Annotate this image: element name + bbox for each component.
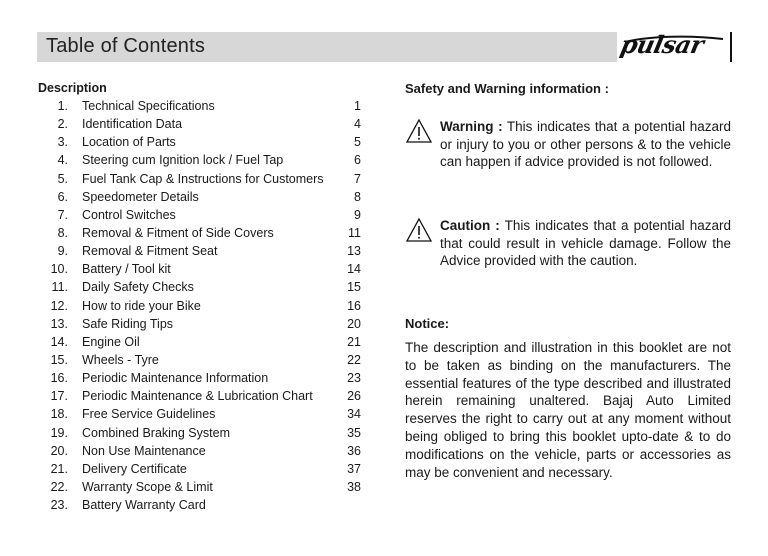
toc-row — [37, 297, 367, 315]
toc-item-number: 6. — [57, 189, 68, 204]
warning-body: This indicates that a potential hazard or injury to you or other persons & to the vehicle can happen if advice provided is not followed. — [440, 119, 731, 169]
notice-text: The description and illustration in this booklet are not to be taken as binding on the manufacturers. The essential features of the type described and illustrated herein remaining unaltered. Bajaj Auto Limited reserves the right to carry out at any moment without being obliged to bring this booklet upto-date & to do modifications on the vehicle, parts or accessories as may be convenient and necessary. — [405, 340, 731, 480]
toc-row — [37, 442, 367, 460]
toc-item-number: 10. — [50, 262, 68, 277]
toc-row — [37, 387, 367, 405]
notice-title: Notice: — [405, 316, 450, 331]
toc-item-title: Control Switches — [82, 207, 176, 222]
caution-label: Caution : — [440, 218, 500, 233]
info-column — [405, 80, 732, 480]
brand-divider — [730, 32, 732, 62]
toc-row — [37, 188, 367, 206]
toc-item-title: Location of Parts — [82, 135, 176, 150]
toc-item-title: Engine Oil — [82, 334, 140, 349]
toc-item-number: 3. — [57, 135, 68, 150]
warning-label: Warning : — [440, 119, 503, 134]
toc-item-number: 12. — [50, 298, 68, 313]
toc-item-page: 37 — [347, 461, 361, 476]
toc-item-number: 23. — [50, 498, 68, 513]
toc-item-page: 35 — [347, 425, 361, 440]
toc-row — [37, 424, 367, 442]
toc-item-number: 7. — [57, 207, 68, 222]
toc-item-title: Periodic Maintenance & Lubrication Chart — [82, 389, 313, 404]
toc-item-number: 17. — [50, 389, 68, 404]
toc-item-page: 5 — [354, 135, 361, 150]
toc-item-page: 23 — [347, 371, 361, 386]
toc-heading: Description — [38, 81, 107, 95]
toc-row — [37, 224, 367, 242]
toc-row — [37, 478, 367, 496]
toc-row — [37, 351, 367, 369]
toc-item-page: 20 — [347, 316, 361, 331]
toc-item-page: 22 — [347, 352, 361, 367]
toc-item-title: Removal & Fitment Seat — [82, 244, 218, 259]
toc-item-title: How to ride your Bike — [82, 298, 201, 313]
toc-item-number: 15. — [50, 352, 68, 367]
toc-item-title: Battery Warranty Card — [82, 498, 206, 513]
toc-item-title: Warranty Scope & Limit — [82, 479, 213, 494]
toc-row — [37, 206, 367, 224]
toc-row — [37, 315, 367, 333]
toc-item-title: Removal & Fitment of Side Covers — [82, 225, 274, 240]
caution-body: This indicates that a potential hazard that could result in vehicle damage. Follow the Advice provided with the caution. — [440, 218, 731, 268]
toc-item-page: 4 — [354, 117, 361, 132]
toc-item-page: 14 — [347, 262, 361, 277]
toc-item-number: 11. — [51, 280, 68, 295]
toc-row — [37, 242, 367, 260]
toc-item-page: 6 — [354, 153, 361, 168]
toc-item-title: Periodic Maintenance Information — [82, 371, 269, 386]
title-band — [37, 32, 617, 62]
toc-item-page: 8 — [354, 189, 361, 204]
toc-item-title: Safe Riding Tips — [82, 316, 174, 331]
toc-item-page: 15 — [347, 280, 361, 295]
toc-row — [37, 97, 367, 115]
toc-row — [37, 333, 367, 351]
caution-text — [440, 217, 731, 270]
header-bar — [37, 32, 737, 62]
toc-item-page: 11 — [348, 225, 361, 240]
toc-row — [37, 278, 367, 296]
toc-item-number: 1. — [57, 99, 68, 113]
safety-title: Safety and Warning information : — [405, 81, 609, 96]
warning-text — [440, 118, 731, 171]
toc-item-title: Combined Braking System — [82, 425, 230, 440]
toc-item-page: 16 — [347, 298, 361, 313]
toc-row — [37, 133, 367, 151]
toc-item-number: 20. — [50, 443, 68, 458]
toc-item-page: 1 — [354, 99, 361, 113]
toc-item-number: 18. — [50, 407, 68, 422]
toc-item-title: Steering cum Ignition lock / Fuel Tap — [82, 153, 284, 168]
table-of-contents — [37, 80, 367, 514]
toc-row — [37, 496, 367, 514]
toc-item-number: 13. — [50, 316, 68, 331]
toc-item-page: 9 — [354, 207, 361, 222]
toc-row — [37, 405, 367, 423]
warning-triangle-icon — [405, 118, 433, 144]
toc-row — [37, 170, 367, 188]
toc-item-title: Delivery Certificate — [82, 461, 187, 476]
toc-item-page: 13 — [347, 244, 361, 259]
toc-item-title: Non Use Maintenance — [82, 443, 206, 458]
toc-item-title: Daily Safety Checks — [82, 280, 194, 295]
toc-item-number: 8. — [57, 225, 68, 240]
toc-item-title: Speedometer Details — [82, 189, 199, 204]
toc-item-number: 16. — [50, 371, 68, 386]
page-title: Table of Contents — [46, 35, 206, 57]
toc-item-number: 9. — [57, 244, 68, 259]
toc-item-page: 34 — [347, 407, 361, 422]
toc-item-title: Technical Specifications — [82, 99, 215, 113]
toc-item-title: Fuel Tank Cap & Instructions for Customers — [82, 171, 324, 186]
toc-item-title: Wheels - Tyre — [82, 352, 159, 367]
toc-item-number: 4. — [57, 153, 68, 168]
toc-row — [37, 115, 367, 133]
toc-item-page: 7 — [354, 171, 361, 186]
toc-row — [37, 369, 367, 387]
toc-item-number: 19. — [50, 425, 68, 440]
toc-item-number: 2. — [57, 117, 68, 132]
toc-item-page: 26 — [347, 389, 361, 404]
toc-item-title: Identification Data — [82, 117, 183, 132]
toc-row — [37, 260, 367, 278]
toc-item-title: Free Service Guidelines — [82, 407, 216, 422]
toc-item-page: 36 — [347, 443, 361, 458]
pulsar-logo — [619, 30, 737, 64]
toc-item-title: Battery / Tool kit — [82, 262, 171, 277]
toc-item-page: 21 — [347, 334, 361, 349]
brand-wordmark: pulsar — [617, 30, 707, 59]
toc-list — [37, 97, 367, 514]
toc-item-number: 22. — [50, 479, 68, 494]
toc-item-number: 21. — [50, 461, 68, 476]
toc-row — [37, 460, 367, 478]
toc-item-number: 14. — [50, 334, 68, 349]
toc-item-number: 5. — [57, 171, 68, 186]
caution-triangle-icon — [405, 217, 433, 243]
toc-item-page: 38 — [347, 479, 361, 494]
toc-row — [37, 151, 367, 169]
